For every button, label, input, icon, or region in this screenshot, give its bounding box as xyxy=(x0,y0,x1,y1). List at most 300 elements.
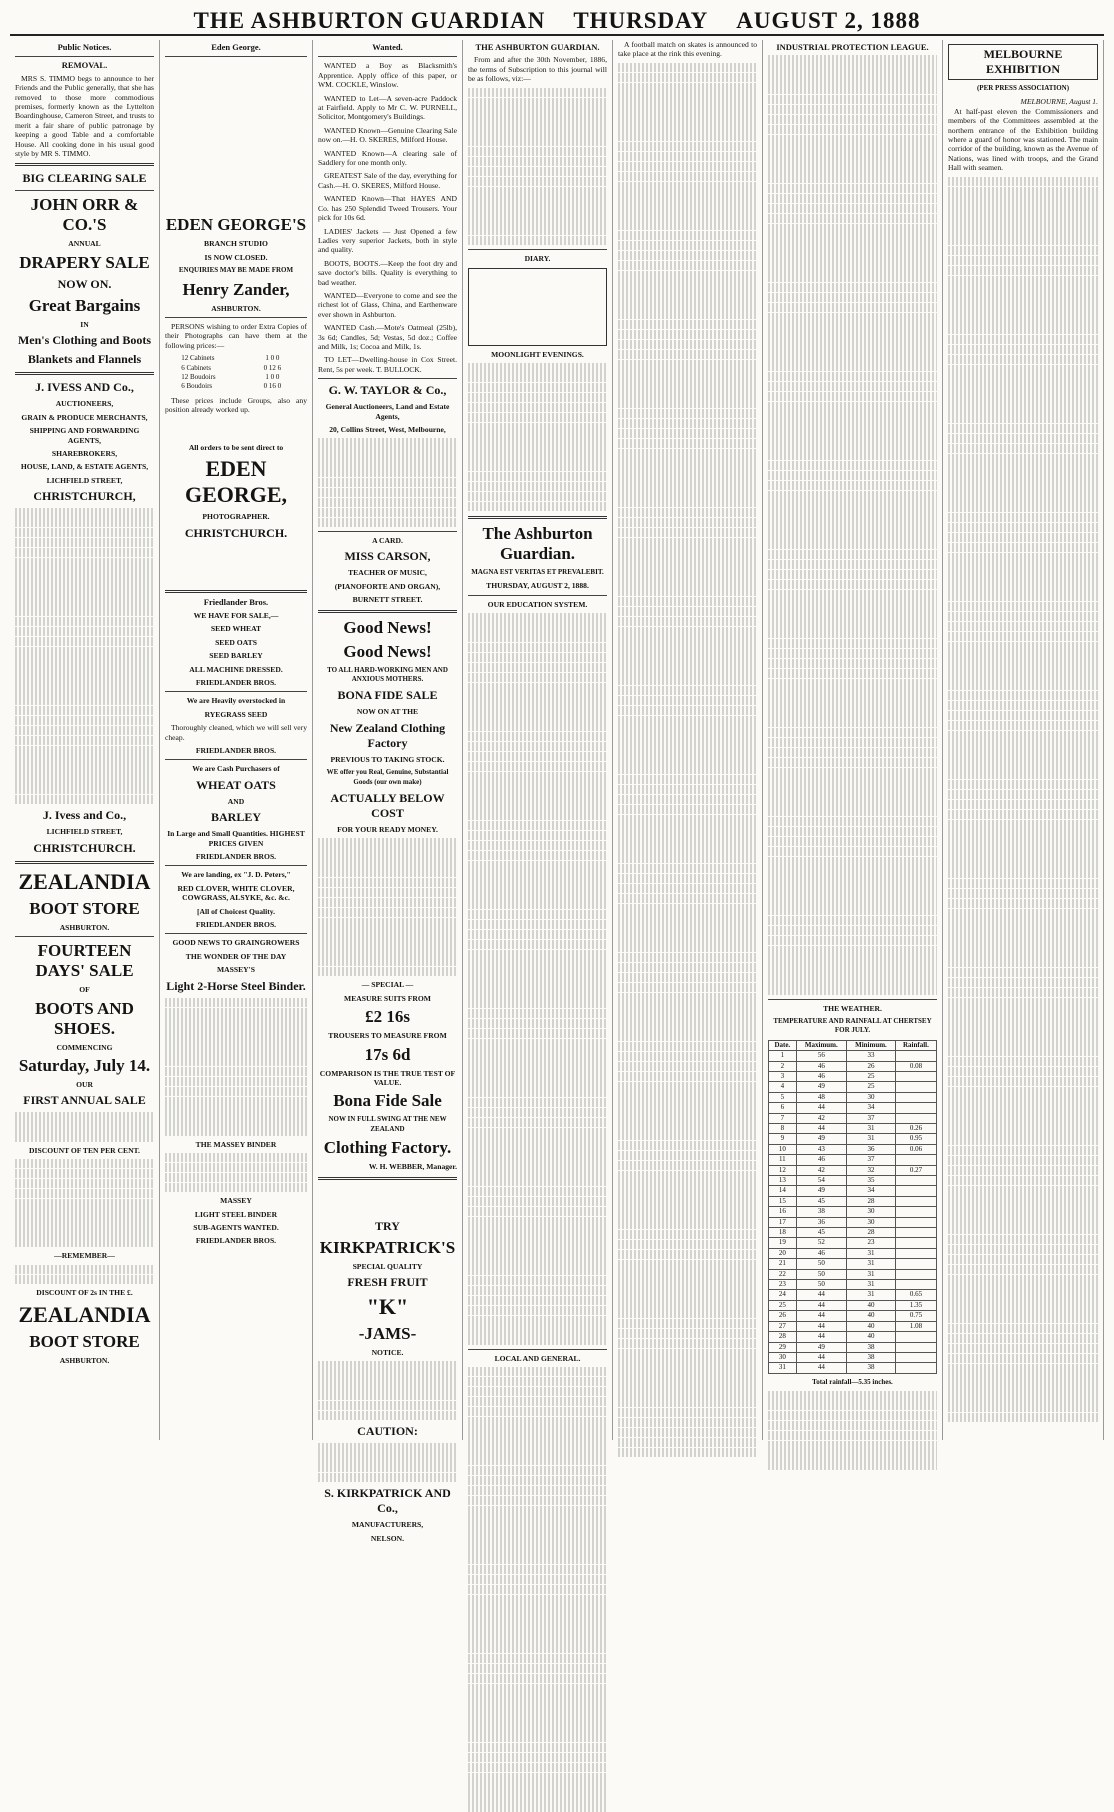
weather-row xyxy=(769,1186,937,1196)
weather-cell: 42 xyxy=(796,1165,846,1175)
seed-oats: SEED OATS xyxy=(215,637,257,647)
column-5 xyxy=(613,40,763,1440)
gwt-3: 20, Collins Street, West, Melbourne, xyxy=(329,425,446,434)
special-quality: SPECIAL QUALITY xyxy=(352,1261,423,1271)
weather-cell: 28 xyxy=(847,1196,896,1206)
wanted-6: WANTED Known—That HAYES AND Co. has 250 Splendid Tweed Trousers. Your pick for 10s 6d. xyxy=(318,194,457,223)
carson: MISS CARSON, xyxy=(344,549,431,564)
comparison: COMPARISON IS THE TRUE TEST OF VALUE. xyxy=(319,1068,456,1087)
column-2 xyxy=(160,40,313,1440)
nelson: NELSON. xyxy=(370,1533,405,1543)
weather-cell: 38 xyxy=(796,1207,846,1217)
weather-cell: 34 xyxy=(847,1186,896,1196)
weather-cell: 0.27 xyxy=(895,1165,936,1175)
weather-row xyxy=(769,1176,937,1186)
weather-row xyxy=(769,1207,937,1217)
big-clearing-sale: BIG CLEARING SALE xyxy=(22,171,147,186)
weather-cell: 40 xyxy=(847,1311,896,1321)
weather-cell: 33 xyxy=(847,1051,896,1061)
we-offer: WE offer you Real, Genuine, Substantial Goods (our own make) xyxy=(326,768,449,786)
remember: —REMEMBER— xyxy=(54,1251,115,1261)
landing: We are landing, ex "J. D. Peters," xyxy=(181,870,291,880)
weather-cell: 46 xyxy=(796,1248,846,1258)
previous: PREVIOUS TO TAKING STOCK. xyxy=(330,754,445,764)
weather-row xyxy=(769,1092,937,1102)
weather-cell xyxy=(895,1280,936,1290)
weather-cell: 38 xyxy=(847,1363,896,1373)
education-head: OUR EDUCATION SYSTEM. xyxy=(487,599,588,609)
weather-cell xyxy=(895,1332,936,1342)
weather-cell: 0.75 xyxy=(895,1311,936,1321)
these-prices: These prices include Groups, also any position already worked up. xyxy=(165,395,307,415)
weather-cell: 48 xyxy=(796,1092,846,1102)
annual: ANNUAL xyxy=(68,239,101,249)
weather-cell: 25 xyxy=(769,1300,797,1310)
to-all: TO ALL HARD-WORKING MEN AND ANXIOUS MOTHERS. xyxy=(327,665,448,683)
weather-cell: 45 xyxy=(796,1196,846,1206)
now-on: NOW ON AT THE xyxy=(356,707,419,717)
burnett: BURNETT STREET. xyxy=(352,595,423,605)
weather-cell: 5 xyxy=(769,1092,797,1102)
weather-row xyxy=(769,1259,937,1269)
enquiries: ENQUIRIES MAY BE MADE FROM xyxy=(178,266,294,275)
section-head: Public Notices. xyxy=(57,42,112,52)
drapery-sale: DRAPERY SALE xyxy=(19,252,150,272)
wanted-7: LADIES' Jackets — Just Opened a few Ladies very superior Jackets, both in style and quality. xyxy=(318,226,457,255)
weather-cell: 32 xyxy=(847,1165,896,1175)
weather-cell xyxy=(895,1155,936,1165)
weather-cell: 8 xyxy=(769,1123,797,1133)
cash-purchasers: We are Cash Purchasers of xyxy=(192,764,280,774)
removal-text: MRS S. TIMMO begs to announce to her Friends and the Public generally, that she has removed to those more commodious premises, formerly known as the Lyttelton Boardinghouse, Cameron Street, and trusts to merit a fair share of public patronage by keeping a good Table and a comfortable House. All cooking done in his usual good style by MR S. TIMMO. xyxy=(15,73,154,159)
weather-row xyxy=(769,1342,937,1352)
gwt-2: General Auctioneers, Land and Estate Agents, xyxy=(325,402,450,421)
weather-cell: 31 xyxy=(847,1248,896,1258)
masthead-date: AUGUST 2, 1888 xyxy=(736,8,921,33)
and: AND xyxy=(227,796,245,806)
sharebrokers: SHAREBROKERS, xyxy=(51,448,118,458)
kirkpatricks: KIRKPATRICK'S xyxy=(319,1237,456,1257)
weather-cell: 1.08 xyxy=(895,1321,936,1331)
weather-cell: 12 xyxy=(769,1165,797,1175)
weather-row xyxy=(769,1123,937,1133)
exhibition-title: MELBOURNE EXHIBITION xyxy=(948,44,1098,80)
weather-cell: 56 xyxy=(796,1051,846,1061)
fourteen-days: FOURTEEN DAYS' SALE xyxy=(35,941,134,981)
weather-cell: 44 xyxy=(796,1352,846,1362)
weather-cell: 29 xyxy=(769,1342,797,1352)
weather-row xyxy=(769,1280,937,1290)
kirkpatrick-co: S. KIRKPATRICK AND Co., xyxy=(324,1486,451,1516)
weather-cell: 0.26 xyxy=(895,1123,936,1133)
weather-cell: 28 xyxy=(847,1228,896,1238)
manufacturers: MANUFACTURERS, xyxy=(351,1520,424,1530)
thorough: Thoroughly cleaned, which we will sell very cheap. xyxy=(165,723,307,742)
john-orr: JOHN ORR & CO.'S xyxy=(30,195,139,235)
persons-text: PERSONS wishing to order Extra Copies of their Photographs can have them at the following prices:— xyxy=(165,322,307,350)
wanted-3: WANTED Known—Genuine Clearing Sale now on.—H. O. SKERES, Milford House. xyxy=(318,125,457,145)
friedlander-4: FRIEDLANDER BROS. xyxy=(195,920,277,930)
weather-cell: 1.35 xyxy=(895,1300,936,1310)
weather-cell: 4 xyxy=(769,1082,797,1092)
weather-cell: 24 xyxy=(769,1290,797,1300)
weather-row xyxy=(769,1290,937,1300)
sub-agents: SUB-AGENTS WANTED. xyxy=(193,1222,279,1232)
weather-cell: 11 xyxy=(769,1155,797,1165)
weather-cell: 16 xyxy=(769,1207,797,1217)
weather-cell: 49 xyxy=(796,1134,846,1144)
weather-cell: 40 xyxy=(847,1300,896,1310)
discount-2: DISCOUNT OF 2s IN THE £. xyxy=(36,1288,133,1298)
orders: All orders to be sent direct to xyxy=(188,442,284,452)
moonlight: MOONLIGHT EVENINGS. xyxy=(491,349,584,359)
weather-row xyxy=(769,1217,937,1227)
weather-cell: 34 xyxy=(847,1103,896,1113)
weather-cell: 37 xyxy=(847,1155,896,1165)
shipping: SHIPPING AND FORWARDING AGENTS, xyxy=(29,426,140,445)
weather-cell: 30 xyxy=(847,1207,896,1217)
bona-fide-2: Bona Fide Sale xyxy=(333,1091,442,1111)
column-3 xyxy=(313,40,463,1543)
masthead-title: THE ASHBURTON GUARDIAN xyxy=(193,8,546,33)
weather-cell: 19 xyxy=(769,1238,797,1248)
weather-cell: 20 xyxy=(769,1248,797,1258)
binder: Light 2-Horse Steel Binder. xyxy=(166,978,306,993)
weather-cell: 13 xyxy=(769,1176,797,1186)
weather-cell: 40 xyxy=(847,1321,896,1331)
guardian-title: The Ashburton Guardian. xyxy=(482,524,593,564)
weather-cell xyxy=(895,1269,936,1279)
weather-cell: 37 xyxy=(847,1113,896,1123)
jams: -JAMS- xyxy=(358,1324,417,1344)
weather-row xyxy=(769,1321,937,1331)
section-head: Eden George. xyxy=(211,42,261,52)
weather-cell: 31 xyxy=(769,1363,797,1373)
good-news-grain: GOOD NEWS TO GRAINGROWERS xyxy=(172,938,300,948)
card: A CARD. xyxy=(372,535,403,545)
weather-cell xyxy=(895,1051,936,1061)
weather-cell: 43 xyxy=(796,1144,846,1154)
weather-cell: 25 xyxy=(847,1082,896,1092)
fresh-fruit: FRESH FRUIT xyxy=(347,1275,428,1290)
wanted-11: TO LET—Dwelling-house in Cox Street. Rent, 5s per week. T. BULLOCK. xyxy=(318,355,457,374)
exhibition-sub: (PER PRESS ASSOCIATION) xyxy=(976,84,1070,92)
we-have: WE HAVE FOR SALE,— xyxy=(193,610,279,620)
weather-cell xyxy=(895,1176,936,1186)
suits: MEASURE SUITS FROM xyxy=(344,993,431,1003)
weather-row xyxy=(769,1238,937,1248)
zealandia: ZEALANDIA xyxy=(18,868,151,894)
weather-cell: 17 xyxy=(769,1217,797,1227)
removal-head: REMOVAL. xyxy=(61,60,108,71)
weather-cell: 30 xyxy=(769,1352,797,1362)
good-news-2: Good News! xyxy=(343,641,432,661)
try: TRY xyxy=(375,1218,400,1233)
weather-cell: 36 xyxy=(796,1217,846,1227)
weather-cell: 42 xyxy=(796,1113,846,1123)
column-1 xyxy=(10,40,160,1440)
weather-cell: 25 xyxy=(847,1071,896,1081)
weather-head: THE WEATHER. xyxy=(823,1003,882,1013)
weather-cell: 18 xyxy=(769,1228,797,1238)
section-head: Wanted. xyxy=(372,42,403,52)
weather-row xyxy=(769,1103,937,1113)
wheat-oats: WHEAT OATS xyxy=(196,777,276,792)
piano: (PIANOFORTE AND ORGAN), xyxy=(334,581,441,591)
massey-2: MASSEY xyxy=(220,1196,252,1206)
issue-date: THURSDAY, AUGUST 2, 1888. xyxy=(486,581,589,591)
overstocked: We are Heavily overstocked in xyxy=(186,696,286,706)
weather-cell xyxy=(895,1196,936,1206)
nz-clothing: New Zealand Clothing Factory xyxy=(329,720,446,750)
weather-row xyxy=(769,1196,937,1206)
column-6 xyxy=(763,40,943,1440)
lichfield: LICHFIELD STREET, xyxy=(46,475,123,485)
caution: CAUTION: xyxy=(357,1424,418,1439)
clover: RED CLOVER, WHITE CLOVER, COWGRASS, ALSYKE, &c. &c. xyxy=(177,883,295,903)
weather-cell: 15 xyxy=(769,1196,797,1206)
price-2: 17s 6d xyxy=(364,1044,411,1064)
weather-cell: 44 xyxy=(796,1103,846,1113)
total-rainfall: Total rainfall—5.35 inches. xyxy=(812,1377,893,1386)
motto: MAGNA EST VERITAS ET PREVALEBIT. xyxy=(471,568,604,577)
masthead-day: THURSDAY xyxy=(573,8,709,33)
weather-cell: 23 xyxy=(769,1280,797,1290)
first-annual: FIRST ANNUAL SALE xyxy=(23,1093,146,1108)
special: — SPECIAL — xyxy=(361,980,414,990)
weather-cell xyxy=(895,1103,936,1113)
weather-cell xyxy=(895,1186,936,1196)
christchurch: CHRISTCHURCH, xyxy=(33,489,136,504)
weather-row xyxy=(769,1082,937,1092)
clothing-factory: Clothing Factory. xyxy=(323,1138,452,1158)
weather-cell: 49 xyxy=(796,1342,846,1352)
weather-cell: 9 xyxy=(769,1134,797,1144)
weather-cell xyxy=(895,1113,936,1123)
weather-cell: 31 xyxy=(847,1134,896,1144)
light-steel: LIGHT STEEL BINDER xyxy=(194,1209,278,1219)
weather-cell: 45 xyxy=(796,1228,846,1238)
weather-cell: 40 xyxy=(847,1332,896,1342)
blankets: Blankets and Flannels xyxy=(27,352,142,367)
weather-cell: 31 xyxy=(847,1290,896,1300)
weather-cell xyxy=(895,1238,936,1248)
wanted-1: WANTED a Boy as Blacksmith's Apprentice. Apply office of this paper, or WM. COCKLE, Winslow. xyxy=(318,61,457,90)
weather-cell xyxy=(895,1342,936,1352)
weather-cell: 54 xyxy=(796,1176,846,1186)
seed-barley: SEED BARLEY xyxy=(209,651,263,661)
weather-cell: 44 xyxy=(796,1332,846,1342)
weather-row xyxy=(769,1332,937,1342)
weather-cell: 49 xyxy=(796,1186,846,1196)
friedlander: FRIEDLANDER BROS. xyxy=(195,677,277,687)
weather-cell: 10 xyxy=(769,1144,797,1154)
weather-row xyxy=(769,1228,937,1238)
weather-cell: 44 xyxy=(796,1290,846,1300)
weather-cell xyxy=(895,1217,936,1227)
weather-table: Date. Maximum. Minimum. Rainfall. 1 56 33 2 46 26 0.08 3 46 25 4 49 25 5 48 30 6 44 34 7 42 37 8 44 31 0.26 9 49 31 0.95 10 43 36 0.06 11 46 37 12 42 32 0.27 13 54 35 14 49 34 15 45 28 16 38 30 17 36 30 18 45 28 19 52 23 20 46 31 21 50 31 22 50 31 23 50 31 24 44 31 0.65 25 44 40 1.35 26 44 40 0.75 27 44 40 1.08 28 44 40 29 49 38 30 44 38 31 44 38 xyxy=(768,1040,937,1374)
wanted-2: WANTED to Let—A seven-acre Paddock at Fairfield. Apply to Mr C. W. PURNELL, Solicitor, Montgomery's Buildings. xyxy=(318,93,457,122)
weather-cell: 44 xyxy=(796,1363,846,1373)
weather-cell: 50 xyxy=(796,1280,846,1290)
estate-agents: HOUSE, LAND, & ESTATE AGENTS, xyxy=(20,462,149,472)
friedlander-3: FRIEDLANDER BROS. xyxy=(195,852,277,861)
now-on: NOW ON. xyxy=(57,276,112,291)
football: A football match on skates is announced to take place at the rink this evening. xyxy=(618,40,757,59)
ivess-2: J. Ivess and Co., xyxy=(42,808,127,823)
weather-cell: 38 xyxy=(847,1342,896,1352)
choice: [All of Choicest Quality. xyxy=(196,906,276,916)
weather-cell: 26 xyxy=(847,1061,896,1071)
seed-wheat: SEED WHEAT xyxy=(210,624,262,634)
weather-cell: 7 xyxy=(769,1113,797,1123)
weather-cell: 28 xyxy=(769,1332,797,1342)
weather-row xyxy=(769,1352,937,1362)
weather-row xyxy=(769,1248,937,1258)
notice: NOTICE. xyxy=(371,1348,404,1358)
weather-row xyxy=(769,1300,937,1310)
weather-cell: 27 xyxy=(769,1321,797,1331)
exhibition-p1: At half-past eleven the Commissioners and members of the Committees assembled at the northern entrance of the Exhibition building where a guard of honor was stationed. The main corridor of the building, known as the Avenue of Nations, was lined with troops, and the Grand Hall with seamen. xyxy=(948,106,1098,173)
teacher: TEACHER OF MUSIC, xyxy=(348,568,427,578)
weather-cell: 46 xyxy=(796,1155,846,1165)
lichfield-2: LICHFIELD STREET, xyxy=(46,827,123,837)
ready-money: FOR YOUR READY MONEY. xyxy=(337,824,438,834)
weather-row xyxy=(769,1363,937,1373)
boots-shoes: BOOTS AND SHOES. xyxy=(35,998,134,1038)
price-list: 12 Cabinets 1 0 0 6 Cabinets 0 12 6 12 Boudoirs 1 0 0 6 Boudoirs 0 16 0 xyxy=(181,354,282,391)
bona-fide: BONA FIDE SALE xyxy=(337,688,438,703)
ivess: J. IVESS AND Co., xyxy=(35,380,134,395)
wanted-8: BOOTS, BOOTS.—Keep the foot dry and save doctor's bills. Quality is everything to bad weather. xyxy=(318,258,457,287)
friedlander-head: Friedlander Bros. xyxy=(203,596,269,607)
league-head: INDUSTRIAL PROTECTION LEAGUE. xyxy=(776,42,929,52)
great-bargains: Great Bargains xyxy=(28,295,141,315)
weather-cell: 31 xyxy=(847,1269,896,1279)
weather-cell: 36 xyxy=(847,1144,896,1154)
column-4 xyxy=(463,40,613,1440)
christchurch-2: CHRISTCHURCH. xyxy=(33,840,136,855)
weather-cell: 31 xyxy=(847,1280,896,1290)
ashburton: ASHBURTON. xyxy=(211,303,261,313)
wanted-5: GREATEST Sale of the day, everything for Cash.—H. O. SKERES, Milford House. xyxy=(318,171,457,190)
weather-cell: 46 xyxy=(796,1061,846,1071)
closed: IS NOW CLOSED. xyxy=(204,252,268,262)
weather-cell: 3 xyxy=(769,1071,797,1081)
weather-cell: 0.08 xyxy=(895,1061,936,1071)
weather-row xyxy=(769,1144,937,1154)
good-news: Good News! xyxy=(343,617,432,637)
weather-cell: 14 xyxy=(769,1186,797,1196)
weather-cell: 0.95 xyxy=(895,1134,936,1144)
weather-row xyxy=(769,1051,937,1061)
weather-cell xyxy=(895,1363,936,1373)
weather-cell: 50 xyxy=(796,1269,846,1279)
weather-row xyxy=(769,1134,937,1144)
weather-cell: 6 xyxy=(769,1103,797,1113)
weather-cell: 35 xyxy=(847,1176,896,1186)
ryegrass: RYEGRASS SEED xyxy=(204,709,268,719)
weather-sub: TEMPERATURE AND RAINFALL AT CHERTSEY FOR JULY. xyxy=(773,1016,932,1035)
diary: DIARY. xyxy=(524,254,551,264)
weather-cell: 49 xyxy=(796,1082,846,1092)
auctioneers: AUCTIONEERS, xyxy=(55,399,114,409)
terms: From and after the 30th November, 1886, the terms of Subscription to this journal will be as follows, viz:— xyxy=(468,55,607,84)
eden-george: EDEN GEORGE, xyxy=(184,456,288,508)
zealandia-2: ZEALANDIA xyxy=(18,1301,151,1327)
section-head: THE ASHBURTON GUARDIAN. xyxy=(475,42,600,52)
weather-cell: 21 xyxy=(769,1259,797,1269)
k: "K" xyxy=(366,1294,409,1320)
weather-cell xyxy=(895,1259,936,1269)
price-1: £2 16s xyxy=(365,1007,410,1027)
commencing: COMMENCING xyxy=(56,1042,113,1052)
weather-cell: 2 xyxy=(769,1061,797,1071)
weather-row xyxy=(769,1071,937,1081)
weather-row xyxy=(769,1311,937,1321)
mens-clothing: Men's Clothing and Boots xyxy=(17,333,152,348)
weather-cell: 1 xyxy=(769,1051,797,1061)
weather-cell: 30 xyxy=(847,1092,896,1102)
weather-cell: 31 xyxy=(847,1259,896,1269)
wonder: THE WONDER OF THE DAY xyxy=(185,951,287,961)
local-general: LOCAL AND GENERAL. xyxy=(494,1353,581,1363)
weather-cell xyxy=(895,1228,936,1238)
barley: BARLEY xyxy=(210,810,261,825)
full-swing: NOW IN FULL SWING AT THE NEW ZEALAND xyxy=(328,1115,447,1133)
ashburton: ASHBURTON. xyxy=(59,922,110,932)
weather-cell xyxy=(895,1071,936,1081)
weather-cell: 30 xyxy=(847,1217,896,1227)
weather-cell xyxy=(895,1092,936,1102)
massey-binder: THE MASSEY BINDER xyxy=(195,1139,277,1149)
weather-cell: 22 xyxy=(769,1269,797,1279)
in: IN xyxy=(80,319,89,329)
photographer: PHOTOGRAPHER. xyxy=(202,512,270,522)
weather-cell: 44 xyxy=(796,1321,846,1331)
massey: MASSEY'S xyxy=(217,965,255,975)
trousers: TROUSERS TO MEASURE FROM xyxy=(328,1031,447,1041)
weather-cell: 52 xyxy=(796,1238,846,1248)
weather-cell: 38 xyxy=(847,1352,896,1362)
below-cost: ACTUALLY BELOW COST xyxy=(330,790,445,820)
column-7 xyxy=(943,40,1104,1440)
our: OUR xyxy=(76,1079,93,1089)
weather-cell: 31 xyxy=(847,1123,896,1133)
branch-studio: BRANCH STUDIO xyxy=(204,239,268,249)
boot-store: BOOT STORE xyxy=(29,898,140,918)
weather-cell: 0.06 xyxy=(895,1144,936,1154)
diary-table xyxy=(468,268,607,346)
weather-cell: 44 xyxy=(796,1123,846,1133)
weather-row xyxy=(769,1155,937,1165)
weather-cell xyxy=(895,1082,936,1092)
saturday: Saturday, July 14. xyxy=(18,1055,151,1075)
large-small: In Large and Small Quantities. HIGHEST PRICES GIVEN xyxy=(167,829,305,848)
weather-cell xyxy=(895,1248,936,1258)
webber: W. H. WEBBER, Manager. xyxy=(368,1162,457,1172)
dateline: MELBOURNE, August 1. xyxy=(1020,97,1098,107)
friedlander-5: FRIEDLANDER BROS. xyxy=(195,1236,277,1246)
weather-row xyxy=(769,1061,937,1071)
of: OF xyxy=(79,985,90,995)
weather-cell: 46 xyxy=(796,1071,846,1081)
weather-cell xyxy=(895,1207,936,1217)
wanted-9: WANTED—Everyone to come and see the richest lot of Glass, China, and Earthenware ever shown in Ashburton. xyxy=(318,290,457,319)
eden-georges: EDEN GEORGE'S xyxy=(165,215,307,235)
weather-row xyxy=(769,1113,937,1123)
henry-zander: Henry Zander, xyxy=(182,279,290,299)
